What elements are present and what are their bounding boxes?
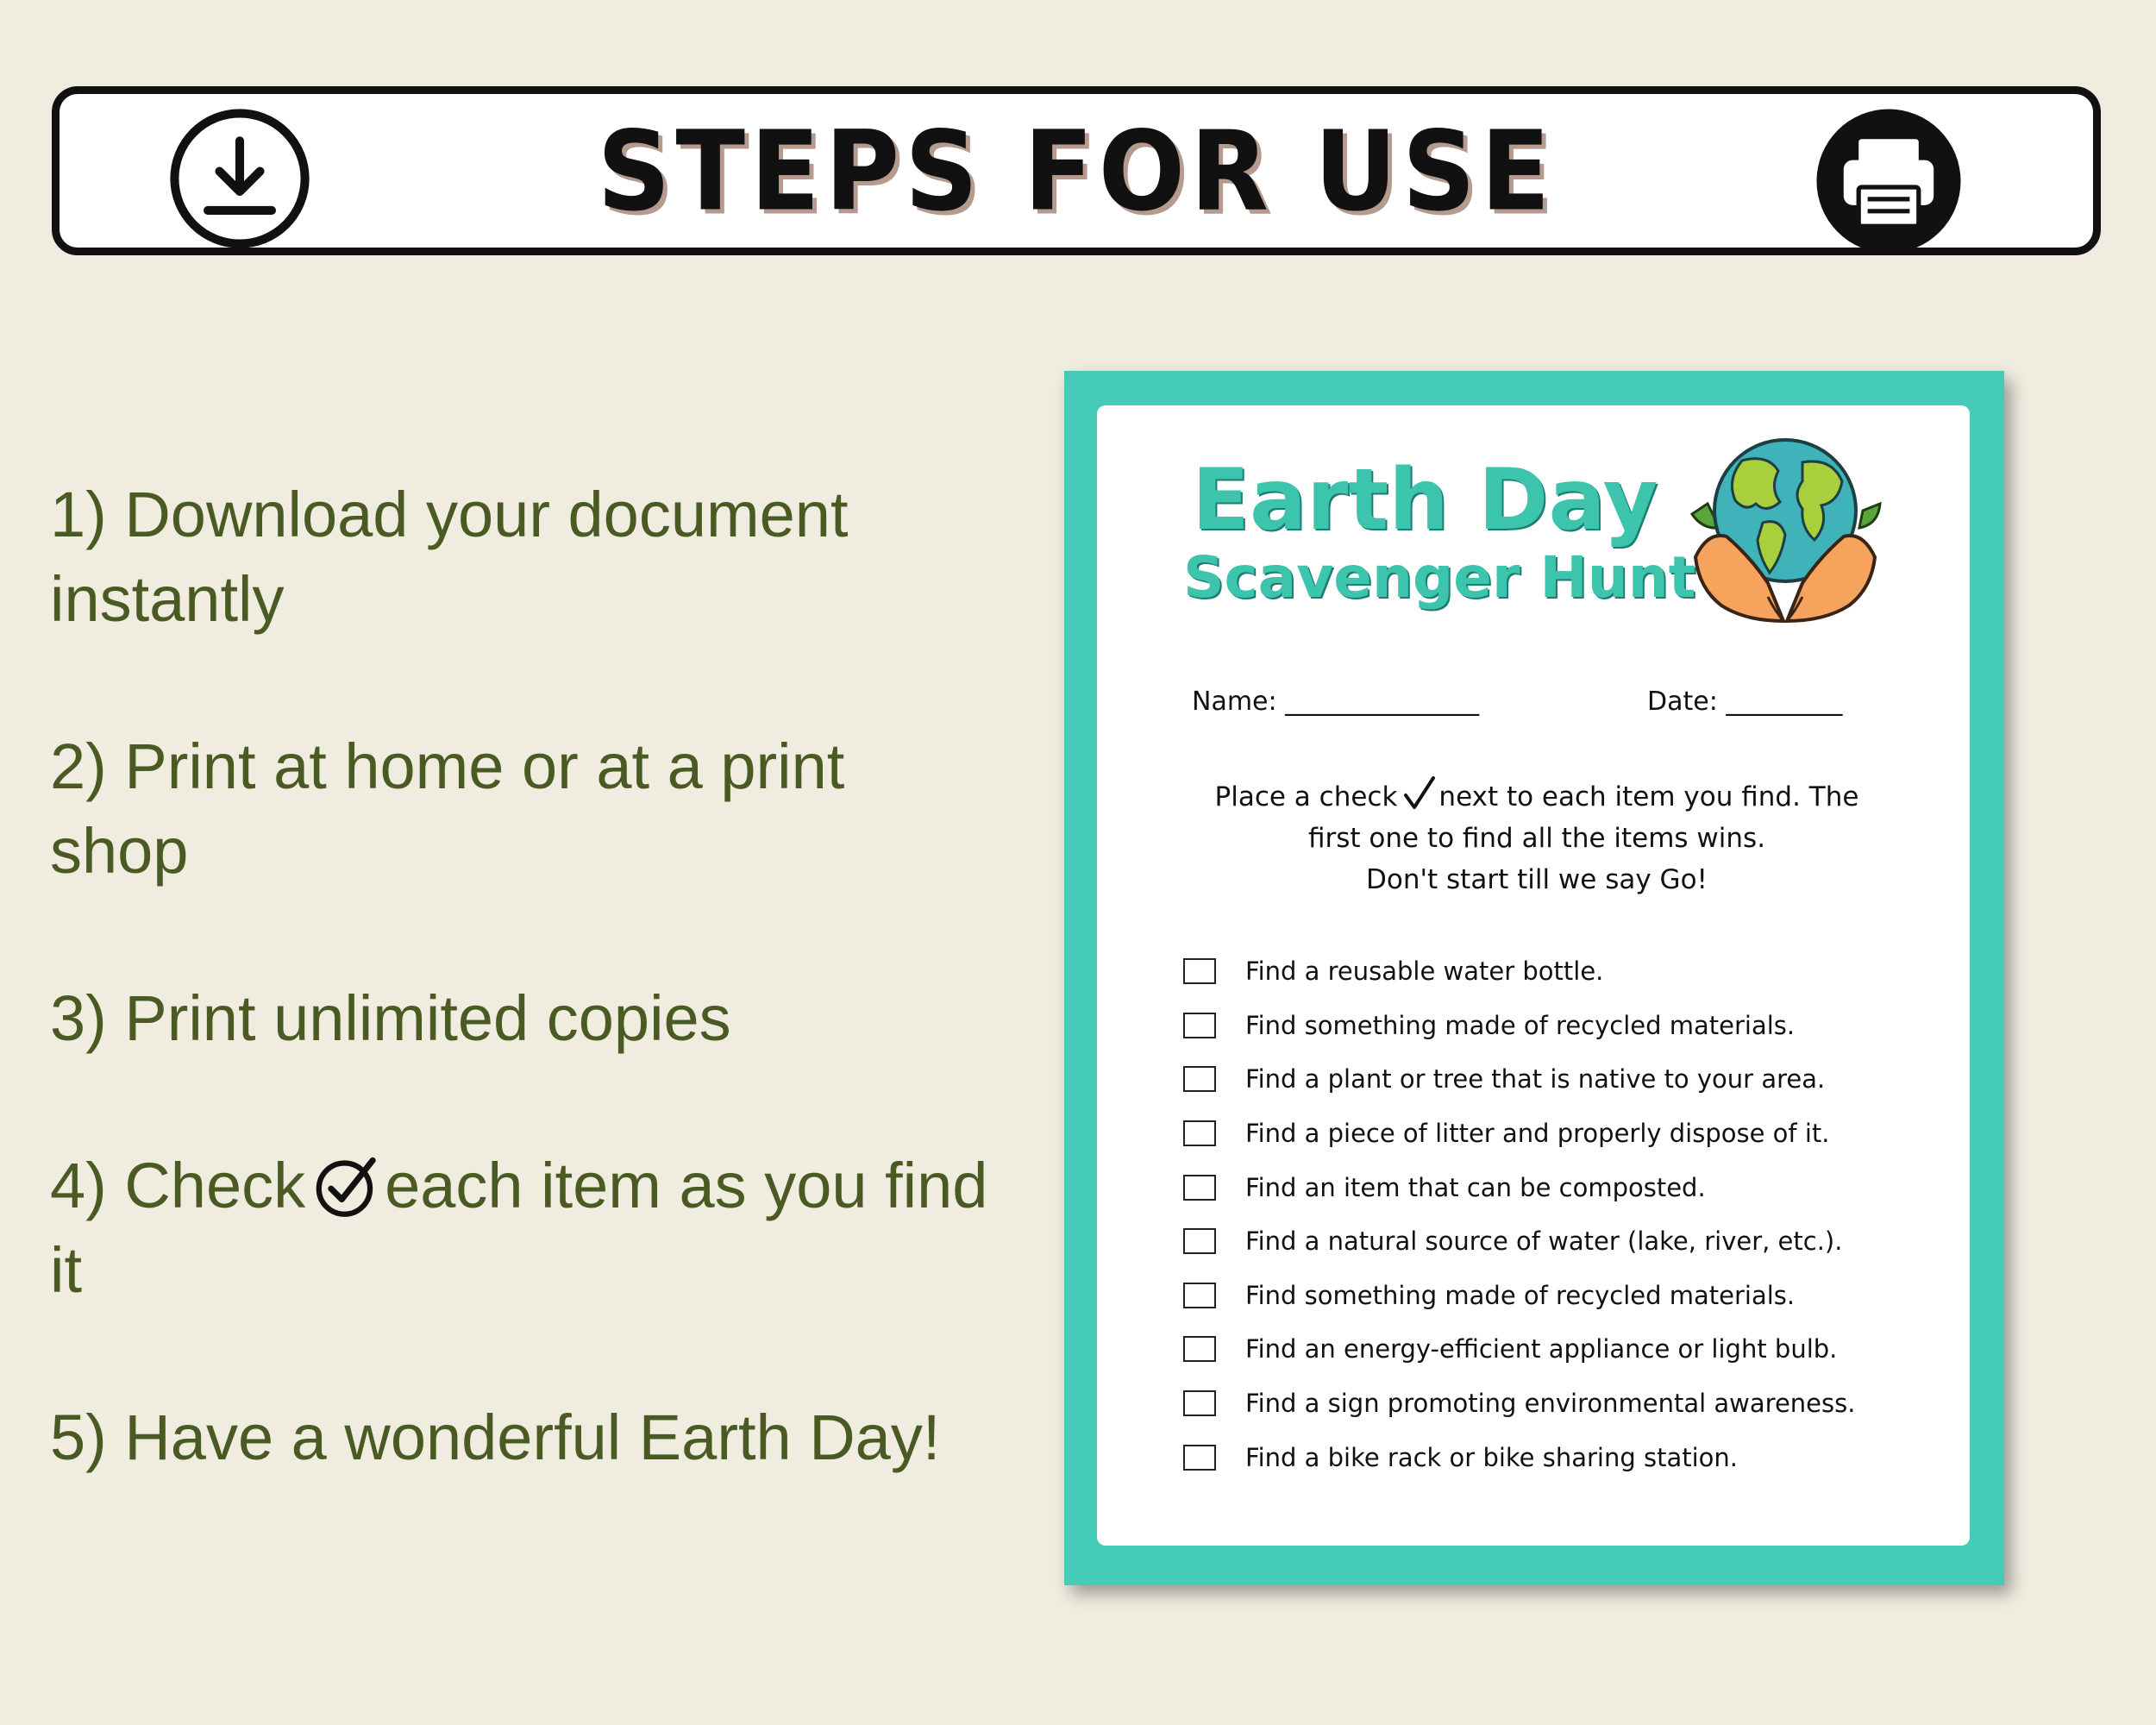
item-checkbox[interactable] (1183, 958, 1216, 984)
item-checkbox[interactable] (1183, 1120, 1216, 1146)
worksheet-preview (1064, 371, 2004, 1585)
list-item (1183, 999, 1942, 1053)
item-checkbox[interactable] (1183, 1336, 1216, 1362)
item-checkbox[interactable] (1183, 1228, 1216, 1254)
list-item (1183, 1107, 1942, 1161)
item-label: Find an item that can be composted. (1245, 1172, 1706, 1202)
banner-title: STEPS FOR USE (597, 106, 1556, 235)
item-checkbox[interactable] (1183, 1445, 1216, 1471)
item-label: Find a sign promoting environmental awareness. (1245, 1389, 1856, 1419)
worksheet-instructions (1149, 775, 1925, 900)
item-label: Find a natural source of water (lake, river, etc.). (1245, 1226, 1843, 1257)
step-download: 1) Download your document instantly (50, 479, 849, 635)
checkmark-icon (1402, 775, 1437, 812)
item-checkbox[interactable] (1183, 1175, 1216, 1201)
date-field[interactable]: Date: _________ (1647, 687, 1843, 717)
item-checkbox[interactable] (1183, 1390, 1216, 1416)
globe-in-hands-icon (1673, 428, 1897, 631)
item-checkbox[interactable] (1183, 1283, 1216, 1308)
list-item (1183, 1322, 1942, 1377)
scavenger-items (1183, 944, 1942, 1484)
name-field[interactable]: Name: _______________ (1192, 687, 1480, 717)
steps-banner (52, 86, 2101, 255)
list-item (1183, 1269, 1942, 1323)
printer-icon[interactable] (1814, 106, 1964, 256)
step-print: 2) Print at home or at a print shop (50, 731, 845, 887)
list-item (1183, 1377, 1942, 1431)
item-checkbox[interactable] (1183, 1066, 1216, 1092)
item-checkbox[interactable] (1183, 1013, 1216, 1038)
item-label: Find a bike rack or bike sharing station. (1245, 1442, 1738, 1472)
check-circle-icon (312, 1152, 379, 1220)
step-check-text-after: each item as you find it (50, 1150, 988, 1306)
item-label: Find an energy-efficient appliance or light bulb. (1245, 1334, 1838, 1364)
list-item (1183, 1052, 1942, 1107)
list-item (1183, 944, 1942, 999)
item-label: Find a piece of litter and properly dispose of it. (1245, 1119, 1830, 1149)
instructions-line-3: Don't start till we say Go! (1366, 864, 1708, 895)
worksheet-subtitle: Scavenger Hunt (1183, 544, 1696, 611)
steps-list (50, 473, 999, 1563)
item-label: Find a plant or tree that is native to your area. (1245, 1064, 1826, 1095)
step-check-text-before: 4) Check (50, 1150, 306, 1221)
instructions-line-2: first one to find all the items wins. (1307, 823, 1766, 854)
list-item (1183, 1160, 1942, 1214)
instructions-line-1 (1149, 775, 1925, 818)
worksheet-title: Earth Day (1192, 451, 1658, 549)
instructions-after-check: next to each item you find. The (1438, 781, 1859, 812)
item-label: Find something made of recycled materials. (1245, 1010, 1796, 1040)
list-item (1183, 1430, 1942, 1484)
worksheet-page (1097, 405, 1970, 1546)
item-label: Find a reusable water bottle. (1245, 957, 1604, 987)
step-enjoy: 5) Have a wonderful Earth Day! (50, 1402, 941, 1473)
step-check-items (50, 1144, 999, 1313)
instructions-before-check: Place a check (1214, 781, 1398, 812)
item-label: Find something made of recycled materials. (1245, 1280, 1796, 1310)
step-unlimited-copies: 3) Print unlimited copies (50, 982, 731, 1054)
list-item (1183, 1214, 1942, 1269)
